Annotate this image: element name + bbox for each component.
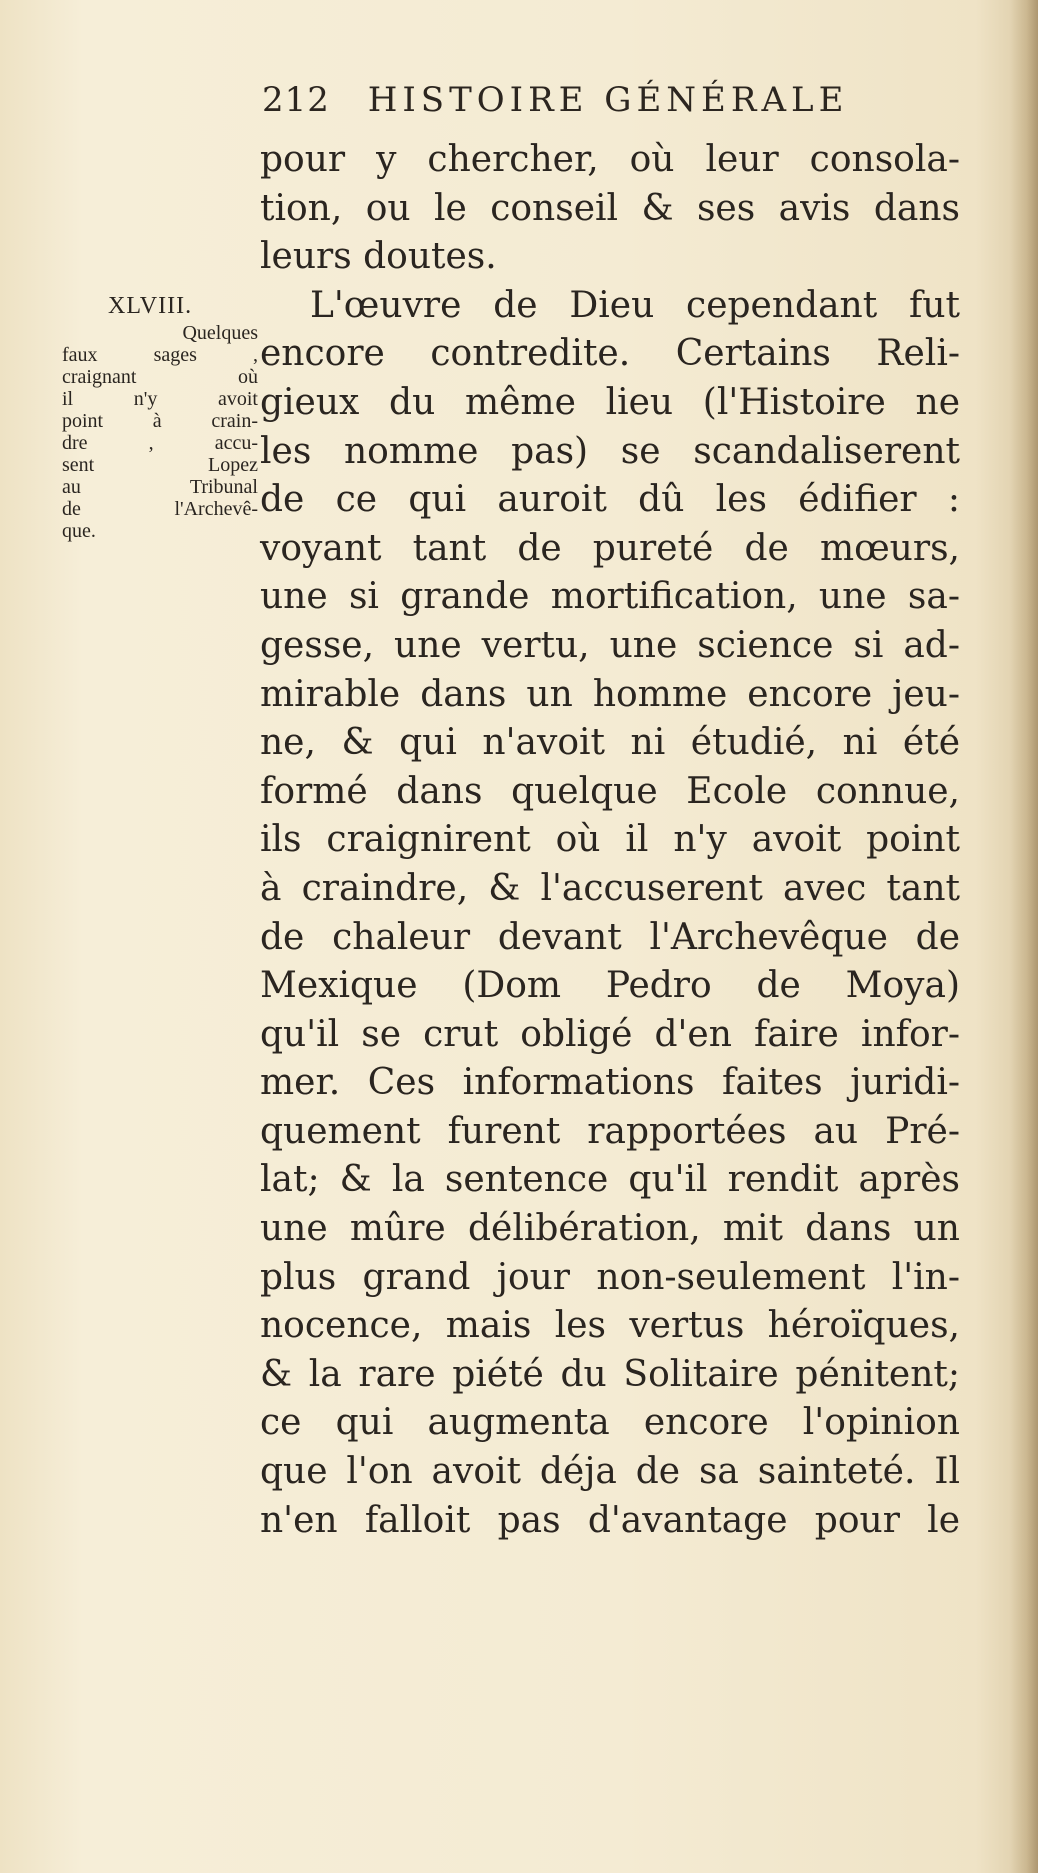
text-line: & la rare piété du Solitaire pénitent; — [260, 1353, 960, 1395]
body-text — [260, 136, 960, 1545]
marginal-line: dre , accu- — [62, 432, 258, 454]
text-line: ils craignirent où il n'y avoit point — [260, 819, 960, 861]
text-line: plus grand jour non-seulement l'in- — [260, 1256, 960, 1298]
text-line: Mexique (Dom Pedro de Moya) — [260, 965, 960, 1007]
text-line: les nomme pas) se scandaliserent — [260, 430, 960, 472]
marginal-line: craignant où — [62, 366, 258, 388]
text-line: que l'on avoit déja de sa sainteté. Il — [260, 1451, 960, 1493]
section-number: XLVIII. — [108, 293, 193, 319]
text-line: tion, ou le conseil & ses avis dans — [260, 187, 960, 229]
marginal-line: faux sages , — [62, 344, 258, 366]
text-line: une si grande mortification, une sa- — [260, 576, 960, 618]
running-header — [262, 80, 848, 120]
text-line: à craindre, & l'accuserent avec tant — [260, 867, 960, 909]
text-line: ce qui augmenta encore l'opinion — [260, 1402, 960, 1444]
text-line: lat; & la sentence qu'il rendit après — [260, 1159, 960, 1201]
text-line: gieux du même lieu (l'Histoire ne — [260, 381, 960, 423]
text-line: mer. Ces informations faites juridi- — [260, 1062, 960, 1104]
text-line: ne, & qui n'avoit ni étudié, ni été — [260, 722, 960, 764]
page-number: 212 — [262, 80, 330, 120]
paragraph-start-line: L'œuvre de Dieu cependant fut — [310, 284, 960, 326]
text-line: une mûre délibération, mit dans un — [260, 1208, 960, 1250]
text-line: formé dans quelque Ecole connue, — [260, 770, 960, 812]
marginal-line: il n'y avoit — [62, 388, 258, 410]
text-line: pour y chercher, où leur consola- — [260, 139, 960, 180]
marginal-line: de l'Archevê- — [62, 498, 258, 520]
text-line: encore contredite. Certains Reli- — [260, 333, 960, 375]
marginal-line: Quelques — [182, 322, 258, 344]
text-line: leurs doutes. — [260, 236, 497, 278]
running-title: HISTOIRE GÉNÉRALE — [367, 80, 849, 120]
text-line: voyant tant de pureté de mœurs, — [260, 527, 960, 569]
text-line: gesse, une vertu, une science si ad- — [260, 624, 960, 666]
marginal-line: au Tribunal — [62, 476, 258, 498]
marginal-line: que. — [62, 520, 96, 542]
marginal-note — [62, 290, 258, 542]
text-line: nocence, mais les vertus héroïques, — [260, 1305, 960, 1347]
text-line: de ce qui auroit dû les édifier : — [260, 479, 960, 521]
marginal-line: point à crain- — [62, 410, 258, 432]
text-line: mirable dans un homme encore jeu- — [260, 673, 960, 715]
text-line: n'en falloit pas d'avantage pour le — [260, 1499, 960, 1541]
marginal-line: sent Lopez — [62, 454, 258, 476]
page-edge-shadow — [1010, 0, 1038, 1873]
text-line: qu'il se crut obligé d'en faire infor- — [260, 1013, 960, 1055]
text-line: de chaleur devant l'Archevêque de — [260, 916, 960, 958]
text-line: quement furent rapportées au Pré- — [260, 1110, 960, 1152]
